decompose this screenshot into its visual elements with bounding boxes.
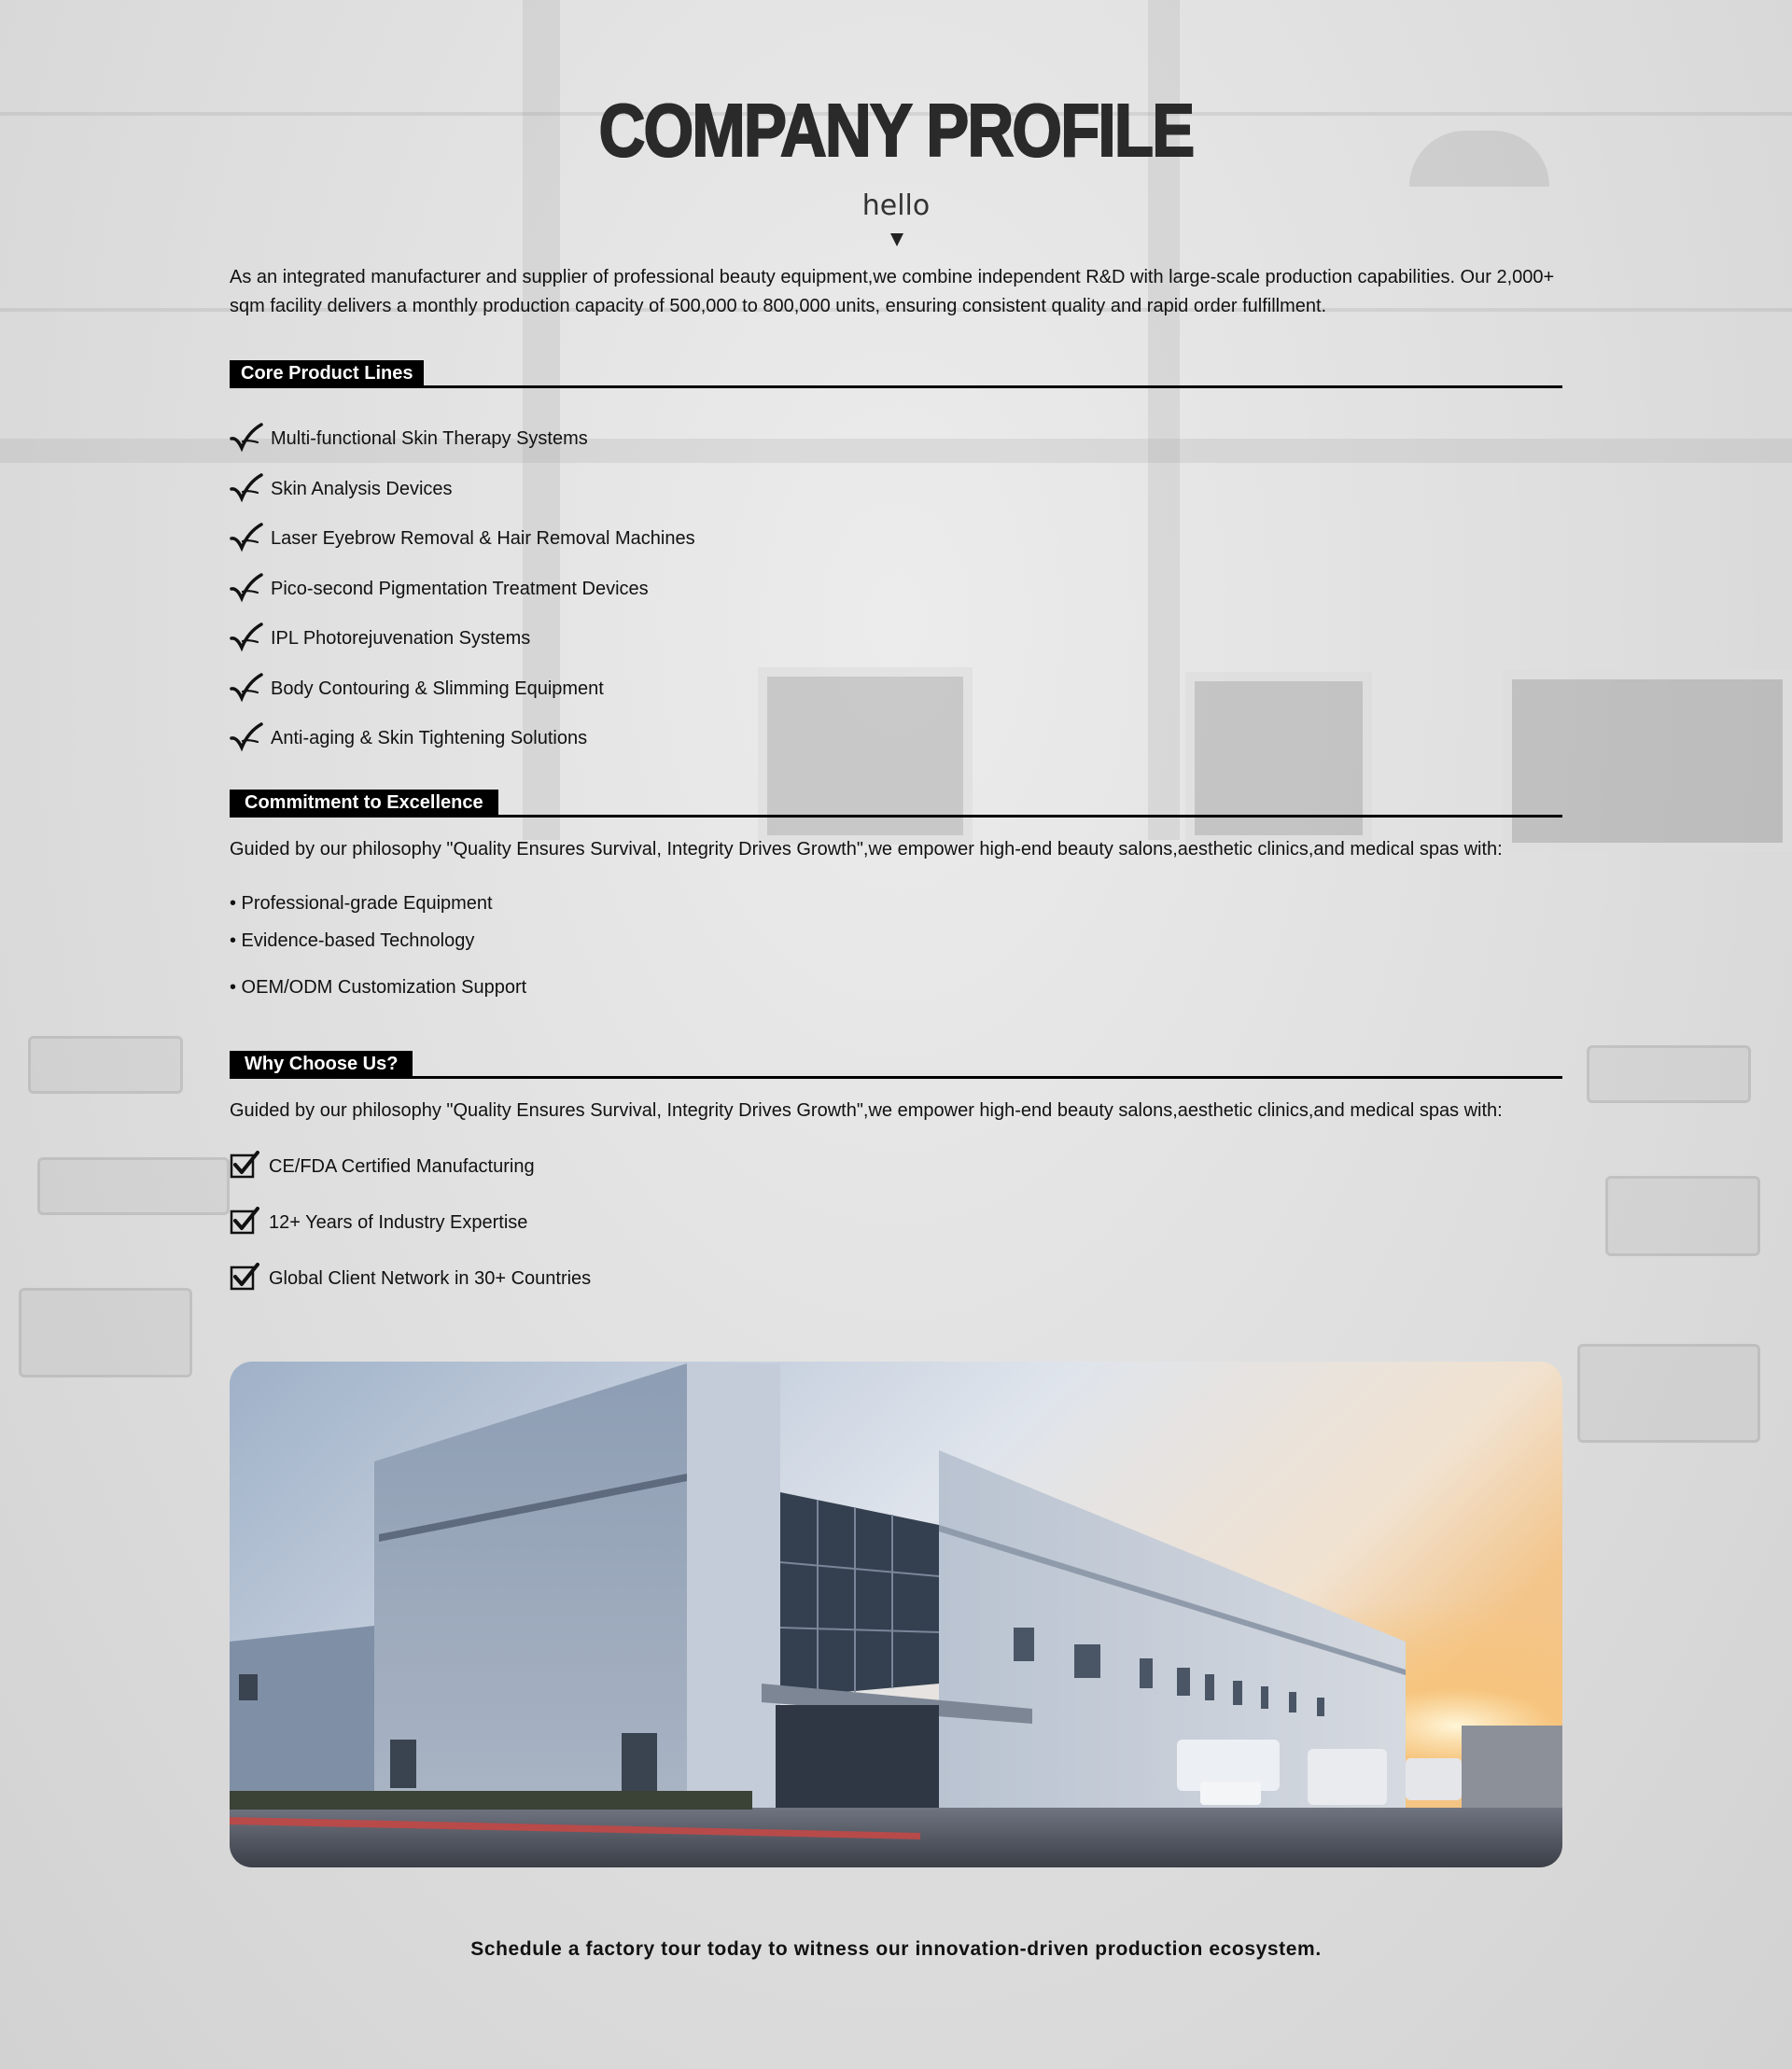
- machine: [1577, 1344, 1760, 1443]
- list-item: [230, 477, 1163, 527]
- section-label: Core Product Lines: [230, 360, 424, 386]
- page-title: COMPANY PROFILE: [323, 93, 1469, 168]
- checkmark-icon: [230, 673, 263, 703]
- checked-box-icon: [230, 1151, 259, 1179]
- list-item: [230, 577, 1163, 627]
- subtitle: hello: [861, 189, 931, 222]
- window: [1185, 672, 1372, 845]
- list-item-text: Anti-aging & Skin Tightening Solutions: [271, 728, 588, 748]
- checked-box-icon: [230, 1263, 259, 1291]
- section-commitment: [230, 790, 1562, 818]
- machine: [19, 1288, 192, 1377]
- list-item-text: CE/FDA Certified Manufacturing: [269, 1156, 535, 1177]
- why-list: [230, 1154, 591, 1322]
- checkmark-icon: [230, 473, 263, 503]
- list-item-text: Body Contouring & Slimming Equipment: [271, 678, 604, 699]
- checkmark-icon: [230, 722, 263, 752]
- checkmark-icon: [230, 523, 263, 552]
- machine: [1605, 1176, 1760, 1256]
- commitment-text: Guided by our philosophy "Quality Ensures Survival, Integrity Drives Growth",we empower high-end beauty salons,aesthetic clinics,and medical spas with:: [230, 839, 1503, 860]
- machine: [1587, 1045, 1751, 1103]
- window: [1503, 670, 1792, 852]
- section-label: Commitment to Excellence: [230, 790, 498, 816]
- list-item: [230, 1266, 591, 1322]
- bullet-item: • Evidence-based Technology: [230, 930, 475, 951]
- section-why-choose-us: [230, 1051, 1562, 1079]
- section-label: Why Choose Us?: [230, 1051, 413, 1077]
- list-item-text: IPL Photorejuvenation Systems: [271, 628, 531, 649]
- list-item: [230, 626, 1163, 677]
- list-item: [230, 1154, 591, 1210]
- intro-paragraph: As an integrated manufacturer and supplier of professional beauty equipment,we combine independent R&D with large-scale production capabilities. Our 2,000+ sqm facility delivers a monthly production capacity of 500,000 to 800,000 units, ensuring consistent quality and rapid order fulfillment.: [230, 267, 1555, 316]
- section-rule: [230, 815, 1562, 818]
- list-item: [230, 1210, 591, 1266]
- list-item: [230, 677, 1163, 727]
- section-rule: [230, 1076, 1562, 1079]
- factory-illustration: [230, 1362, 1562, 1867]
- list-item-text: Global Client Network in 30+ Countries: [269, 1268, 592, 1289]
- list-item: [230, 426, 1163, 477]
- call-to-action: Schedule a factory tour today to witness our innovation-driven production ecosystem.: [470, 1938, 1322, 1960]
- checked-box-icon: [230, 1207, 259, 1235]
- machine: [37, 1157, 230, 1215]
- checkmark-icon: [230, 622, 263, 652]
- bullet-item: • OEM/ODM Customization Support: [230, 977, 527, 998]
- core-product-list: [230, 426, 1163, 776]
- bullet-item: • Professional-grade Equipment: [230, 893, 493, 914]
- list-item-text: Laser Eyebrow Removal & Hair Removal Machines: [271, 528, 695, 549]
- list-item-text: Pico-second Pigmentation Treatment Devices: [271, 578, 649, 599]
- checkmark-icon: [230, 423, 263, 453]
- list-item: [230, 726, 1163, 776]
- down-arrow-icon: [890, 233, 903, 246]
- machine: [28, 1036, 183, 1094]
- list-item: [230, 526, 1163, 577]
- section-rule: [230, 385, 1562, 388]
- list-item-text: Skin Analysis Devices: [271, 478, 453, 499]
- checkmark-icon: [230, 573, 263, 603]
- why-text: Guided by our philosophy "Quality Ensures Survival, Integrity Drives Growth",we empower high-end beauty salons,aesthetic clinics,and medical spas with:: [230, 1100, 1503, 1121]
- factory-building-photo: [230, 1362, 1562, 1867]
- list-item-text: 12+ Years of Industry Expertise: [269, 1212, 528, 1233]
- section-core-products: [230, 360, 1562, 388]
- list-item-text: Multi-functional Skin Therapy Systems: [271, 428, 588, 449]
